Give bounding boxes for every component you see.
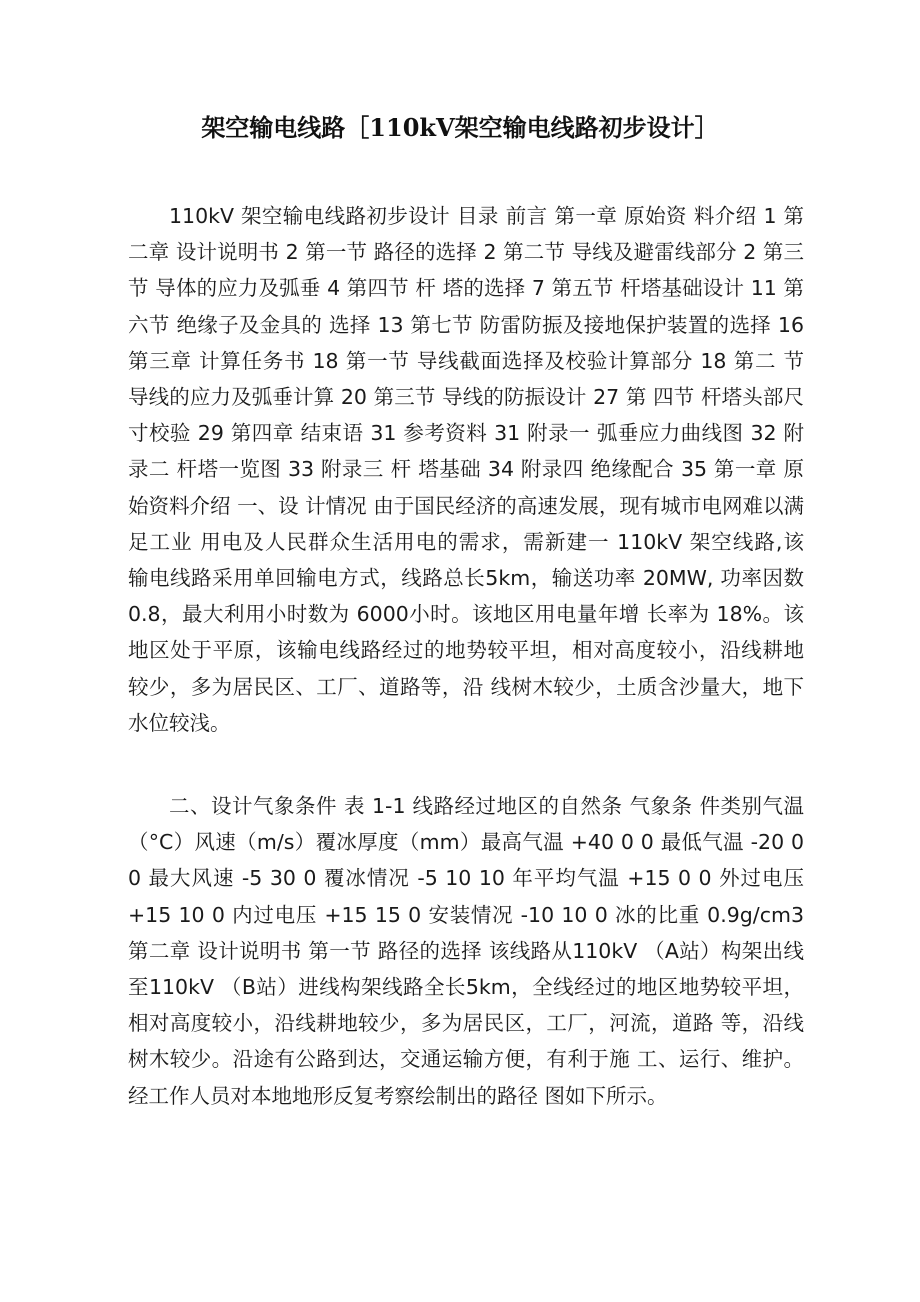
document-title: 架空输电线路［110kV架空输电线路初步设计］ <box>201 113 719 142</box>
paragraph-table-of-contents-and-overview: 110kV 架空输电线路初步设计 目录 前言 第一章 原始资 料介绍 1 第二章 设计说明书 2 第一节 路径的选择 2 第二节 导线及避雷线部分 2 第三节 导体的应力及弧垂 4 第四节 杆 塔的选择 7 第五节 杆塔基础设计 11 第六节 绝缘子及金具的 选择 13 第七节 防雷防振及接地保护装置的选择 16 第三章 计算任务书 18 第一节 导线截面选择及校验计算部分 18 第二 节 导线的应力及弧垂计算 20 第三节 导线的防振设计 27 第 四节 杆塔头部尺寸校验 29 第四章 结束语 31 参考资料 31 附录一 弧垂应力曲线图 32 附录二 杆塔一览图 33 附录三 杆 塔基础 34 附录四 绝缘配合 35 第一章 原始资料介绍 一、设 计情况 由于国民经济的高速发展，现有城市电网难以满足工业 用电及人民群众生活用电的需求，需新建一 110kV 架空线路,该 输电线路采用单回输电方式，线路总长5km，输送功率 20MW, 功率因数 0.8，最大利用小时数为 6000小时。该地区用电量年增 长率为 18%。该地区处于平原，该输电线路经过的地势较平坦，相对高度较小，沿线耕地较少，多为居民区、工厂、道路等，沿 线树木较少，土质含沙量大，地下水位较浅。 <box>128 204 845 735</box>
paragraph-weather-conditions-and-route: 二、设计气象条件 表 1-1 线路经过地区的自然条 气象条 件类别气温（°C）风速（m/s）覆冰厚度（mm）最高气温 +40 0 0 最低气温 -20 0 0 最大风速 -5 30 0 覆冰情况 -5 10 10 年平均气温 +15 0 0 外过电压 +15 10 0 内过电压 +15 15 0 安装情况 -10 10 0 冰的比重 0.9g/cm3 第二章 设计说明书 第一节 路径的选择 该线路从110kV （A站）构架出线至110kV （B站）进线构架线路全长5km，全线经过的地区地势较平坦， 相对高度较小，沿线耕地较少，多为居民区，工厂，河流，道路 等，沿线树木较少。沿途有公路到达，交通运输方便，有利于施 工、运行、维护。经工作人员对本地地形反复考察绘制出的路径 图如下所示。 <box>128 794 804 1108</box>
